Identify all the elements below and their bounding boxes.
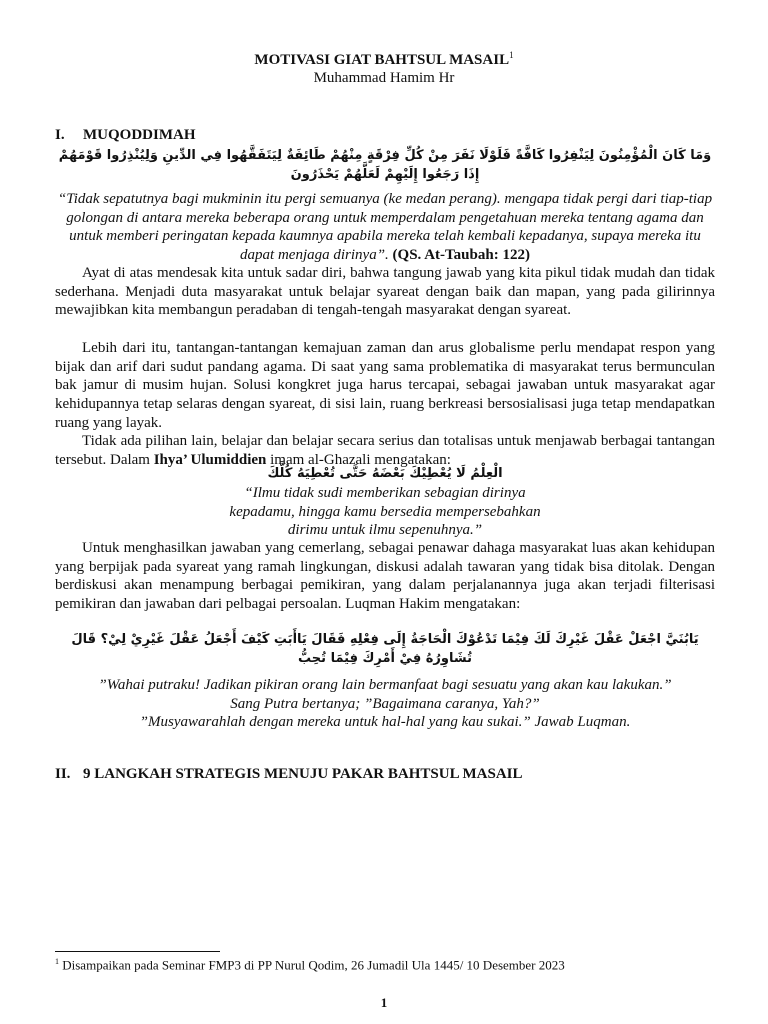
- luqman-quote-translation: [55, 676, 715, 732]
- paragraph-4: [55, 539, 715, 614]
- ghazali-quote-line-1: “Ilmu tidak sudi memberikan sebagian dirinya: [244, 485, 526, 501]
- quran-verse-arabic: وَمَا كَانَ الْمُؤْمِنُونَ لِيَنْفِرُوا كَافَّةً فَلَوْلَا نَفَرَ مِنْ كُلِّ فِرْقَةٍ مِنْهُمْ طَائِفَةٌ لِيَتَفَقَّهُوا فِي الدِّينِ وَلِيُنْذِرُوا قَوْمَهُمْ إِذَا رَجَعُوا إِلَيْهِمْ لَعَلَّهُمْ يَحْذَرُونَ: [58, 148, 712, 182]
- title-text: MOTIVASI GIAT BAHTSUL MASAIL: [254, 52, 510, 68]
- footnote: [55, 957, 715, 973]
- page-number: 1: [380, 995, 388, 1010]
- verse-translation: [55, 190, 715, 264]
- verse-reference: (QS. At-Taubah: 122): [392, 246, 530, 263]
- ghazali-quote-translation: [55, 484, 715, 540]
- section-heading-1: [55, 127, 196, 144]
- section-title: MUQODDIMAH: [83, 127, 196, 143]
- luqman-quote-line-3: ”Musyawarahlah dengan mereka untuk hal-hal yang kau sukai.” Jawab Luqman.: [139, 714, 631, 730]
- paragraph-4-text: Untuk menghasilkan jawaban yang cemerlang, sebagai penawar dahaga masyarakat luas akan kehidupan yang berpijak pada syareat yang ramah lingkungan, diskusi adalah tawaran yang tidak bisa ditolak. Dengan berdiskusi akan menampung berbagai pemikiran, yang dalam perjalanannya juga akan terjadi filterisasi pemikiran dan jawaban dari pelbagai persoalan. Luqman Hakim mengatakan:: [55, 540, 715, 613]
- section-heading-2: [55, 766, 523, 783]
- paragraph-2: [55, 339, 715, 433]
- title-footnote-mark: 1: [509, 50, 514, 60]
- section-title: 9 LANGKAH STRATEGIS MENUJU PAKAR BAHTSUL MASAIL: [83, 766, 523, 782]
- verse-translation-text: “Tidak sepatutnya bagi mukminin itu pergi semuanya (ke medan perang). mengapa tidak pergi dari tiap-tiap golongan di antara mereka beberapa orang untuk memperdalam pengetahuan mereka tentang agama dan untuk memberi peringatan kepada kaumnya apabila mereka telah kembali kepadanya, supaya mereka itu dapat menjaga dirinya”.: [57, 191, 713, 263]
- luqman-quote-line-1: ”Wahai putraku! Jadikan pikiran orang lain bermanfaat bagi sesuatu yang akan kau lakukan.”: [98, 677, 672, 693]
- ghazali-quote-line-3: dirimu untuk ilmu sepenuhnya.”: [287, 522, 483, 538]
- ghazali-quote-line-2: kepadamu, hingga kamu bersedia mempersebahkan: [229, 503, 541, 520]
- paragraph-1: [55, 264, 715, 320]
- luqman-quote-line-2: Sang Putra bertanya; ”Bagaimana caranya, Yah?”: [230, 695, 540, 712]
- section-number: I.: [55, 127, 65, 143]
- paragraph-3-text-a: Tidak ada pilihan lain, belajar dan belajar secara serius dan totalisas untuk menjawab berbagai tantangan tersebut. Dalam: [55, 433, 715, 468]
- footnote-divider: [55, 951, 220, 952]
- ghazali-quote-arabic: الْعِلْمُ لَا يُعْطِيْكَ بَعْضَهُ حَتَّى تُعْطِيَهُ كُلَّكَ: [267, 466, 503, 481]
- paragraph-2-text: Lebih dari itu, tantangan-tantangan kemajuan zaman dan arus globalisme perlu mendapat respon yang bijak dan arif dari sudut pandang agama. Di saat yang sama problematika di masyarakat terus bermunculan bak jamur di musim hujan. Solusi kongkret juga harus tercapai, sebagai jawaban untuk masyarakat agar kehidupannya tetap selaras dengan syareat, di sisi lain, ruang berkreasi bersosialisasi juga tetap mendapatkan ruang yang layak.: [55, 340, 715, 431]
- book-title: Ihya’ Ulumiddien: [153, 451, 267, 468]
- footnote-mark: 1: [55, 957, 59, 966]
- luqman-quote-arabic: يَابُنَيَّ اجْعَلْ عَقْلَ غَيْرِكَ لَكَ فِيْمَا تَدْعُوْكَ الْحَاجَةُ إِلَى فِعْلِهِ فَقَالَ يَاأَبَتِ كَيْفَ أَجْعَلُ عَقْلَ غَيْرِيْ لِيْ؟ قَالَ تُشَاوِرُهُ فِيْ أَمْرِكَ فِيْمَا تُحِبُّ: [71, 632, 699, 666]
- footnote-text: Disampaikan pada Seminar FMP3 di PP Nurul Qodim, 26 Jumadil Ula 1445/ 10 Desember 2023: [59, 957, 565, 973]
- author-name: Muhammad Hamim Hr: [313, 70, 455, 86]
- paragraph-3-text-b: imam al-Ghazali mengatakan:: [266, 451, 451, 468]
- document-title: [0, 50, 768, 69]
- section-number: II.: [55, 766, 71, 782]
- paragraph-1-text: Ayat di atas mendesak kita untuk sadar diri, bahwa tangung jawab yang kita pikul tidak mudah dan tidak sederhana. Menjadi duta masyarakat untuk belajar syareat dengan baik dan mapan, yang pada gilirinnya mewajibkan kita membangun peradaban di tengah-tengah masyarakat dengan syareat.: [55, 265, 715, 319]
